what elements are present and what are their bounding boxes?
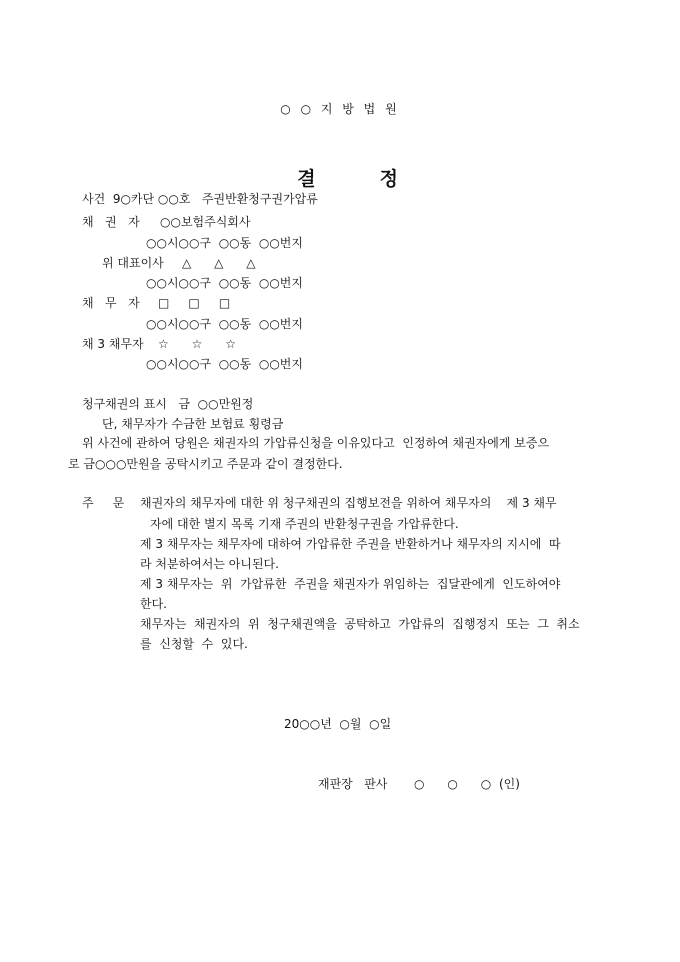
title-char-1: 결 <box>297 168 318 190</box>
reason-line-1: 위 사건에 관하여 당원은 채권자의 가압류신청을 이유있다고 인정하여 채권자에게 보증으 <box>82 436 550 450</box>
third-debtor-label: 채 3 채무자 <box>82 337 144 351</box>
decision-date: 20○○년 ○월 ○일 <box>284 717 392 731</box>
order-paragraph-2-line-1: 제 3 채무자는 채무자에 대하여 가압류한 주권을 반환하거나 채무자의 지시에 따 <box>140 537 561 551</box>
claim-label: 청구채권의 표시 금 ○○만원정 <box>82 397 254 411</box>
judge-title: 재판장 판사 <box>318 777 388 791</box>
court-name: ○ ○ 지 방 법 원 <box>280 102 400 116</box>
representative-name: △ △ △ <box>182 256 256 270</box>
representative-label: 위 대표이사 <box>102 256 164 270</box>
debtor-name: □ □ □ <box>158 296 231 310</box>
creditor-address: ○○시○○구 ○○동 ○○번지 <box>146 236 303 250</box>
order-label: 주 문 <box>82 496 125 510</box>
creditor-name: ○○보험주식회사 <box>160 215 251 229</box>
representative-address: ○○시○○구 ○○동 ○○번지 <box>146 276 303 290</box>
order-paragraph-4-line-2: 를 신청할 수 있다. <box>140 637 248 651</box>
debtor-label: 채 무 자 <box>82 296 140 310</box>
title-char-2: 정 <box>379 168 400 190</box>
judge-name: ○ ○ ○ <box>414 777 492 791</box>
order-paragraph-4-line-1: 채무자는 채권자의 위 청구채권액을 공탁하고 가압류의 집행정지 또는 그 취소 <box>140 617 580 631</box>
order-paragraph-1-line-2: 자에 대한 별지 목록 기재 주권의 반환청구권을 가압류한다. <box>150 517 459 531</box>
creditor-label: 채 권 자 <box>82 215 140 229</box>
third-debtor-name: ☆ ☆ ☆ <box>158 337 237 351</box>
order-paragraph-1-line-1: 채권자의 채무자에 대한 위 청구채권의 집행보전을 위하여 채무자의 제 3 채무 <box>140 496 557 510</box>
case-line: 사건 9○카단 ○○호 주권반환청구권가압류 <box>82 192 318 206</box>
debtor-address: ○○시○○구 ○○동 ○○번지 <box>146 317 303 331</box>
seal-mark: (인) <box>499 777 520 791</box>
third-debtor-address: ○○시○○구 ○○동 ○○번지 <box>146 357 303 371</box>
order-paragraph-2-line-2: 라 처분하여서는 아니된다. <box>140 557 279 571</box>
order-paragraph-3-line-1: 제 3 채무자는 위 가압류한 주권을 채권자가 위임하는 집달관에게 인도하여야 <box>140 577 561 591</box>
order-paragraph-3-line-2: 한다. <box>140 597 167 611</box>
claim-proviso: 단, 채무자가 수금한 보험료 횡령금 <box>102 417 284 431</box>
reason-line-2: 로 금○○○만원을 공탁시키고 주문과 같이 결정한다. <box>68 457 343 471</box>
document-title <box>0 140 680 192</box>
